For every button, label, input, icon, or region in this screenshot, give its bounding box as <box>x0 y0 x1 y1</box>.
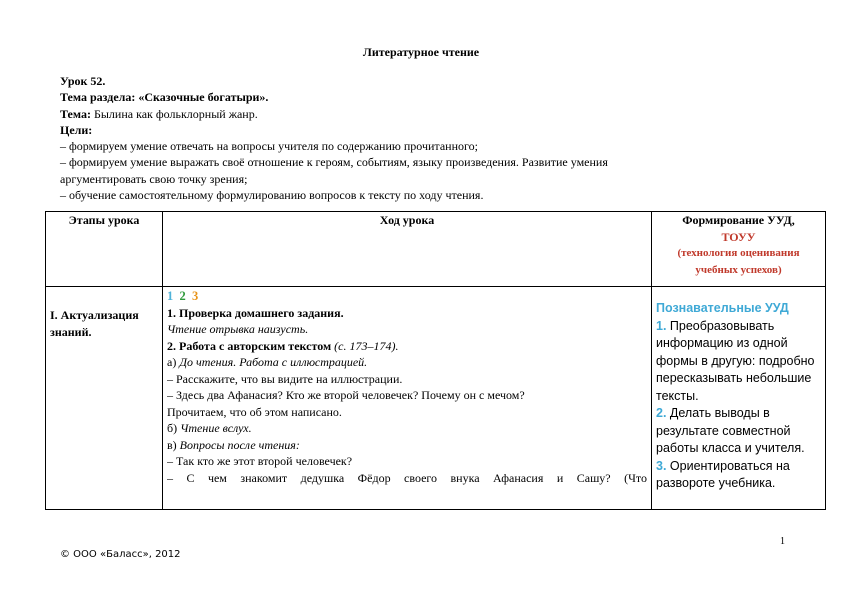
evaluation-numbers <box>167 288 647 305</box>
uud-item-text: Делать выводы в результате совместной работы класса и учителя. <box>656 406 805 455</box>
copyright-footer: © ООО «Баласс», 2012 <box>60 549 181 560</box>
uud-item-text: Преобразовывать информацию из одной формы в другую: подробно пересказывать небольшие тексты. <box>656 318 815 403</box>
number-2: 2 <box>179 289 186 303</box>
topic-value: Былина как фольклорный жанр. <box>93 106 258 121</box>
header-uud <box>652 212 826 287</box>
course-line: Прочитаем, что об этом написано. <box>167 404 342 419</box>
section-line <box>60 89 760 105</box>
goal-item: – формируем умение отвечать на вопросы учителя по содержанию прочитанного; <box>60 139 478 154</box>
uud-item-text: Ориентироваться на развороте учебника. <box>656 458 790 490</box>
lesson-header <box>60 73 760 203</box>
uud-item <box>656 405 821 458</box>
uud-cell <box>652 287 826 510</box>
course-line: 1. Проверка домашнего задания. <box>167 305 344 320</box>
header-stages: Этапы урока <box>46 212 163 287</box>
course-line: – Так кто же этот второй человечек? <box>167 454 353 468</box>
goal-item: аргументировать свою точку зрения; <box>60 171 248 186</box>
header-uud-title: Формирование УУД, <box>682 213 795 227</box>
page-title: Литературное чтение <box>362 45 480 59</box>
course-line-plain: в) <box>167 437 177 452</box>
header-uud-tou: ТОУУ <box>721 229 756 244</box>
course-line: – Расскажите, что вы видите на иллюстрации. <box>167 371 403 386</box>
course-line-bold: 2. Работа с авторским текстом <box>167 338 332 353</box>
course-line-italic: Вопросы после чтения: <box>179 437 300 452</box>
uud-item-number: 2. <box>656 406 667 420</box>
goal-item: – обучение самостоятельному формулированию вопросов к тексту по ходу чтения. <box>60 188 484 203</box>
course-line: Чтение отрывка наизусть. <box>167 322 309 336</box>
section-value: «Сказочные богатыри». <box>138 90 269 105</box>
table-row <box>46 287 826 510</box>
uud-item-number: 1. <box>656 318 667 333</box>
number-3: 3 <box>192 289 199 303</box>
course-line-italic: Чтение вслух. <box>180 421 252 435</box>
course-line <box>167 420 647 437</box>
course-line: – С чем знакомит дедушка Фёдор своего внука Афанасия и Сашу? (Что <box>167 470 647 485</box>
lesson-table <box>45 211 826 510</box>
page-number: 1 <box>780 536 785 547</box>
course-line-plain: а) <box>167 355 177 369</box>
uud-heading: Познавательные УУД <box>656 301 789 315</box>
uud-item <box>656 458 821 493</box>
topic-line <box>60 106 760 122</box>
stage-cell: I. Актуализация знаний. <box>46 287 163 510</box>
uud-item <box>656 318 821 406</box>
course-line-plain: б) <box>167 421 178 435</box>
table-header-row <box>46 212 826 287</box>
course-line <box>167 338 647 355</box>
course-line-italic: До чтения. Работа с иллюстрацией. <box>179 355 368 369</box>
course-line <box>167 354 647 371</box>
course-line <box>167 437 647 454</box>
header-course: Ход урока <box>163 212 652 287</box>
lesson-number: Урок 52. <box>60 74 106 88</box>
uud-item-number: 3. <box>656 458 667 473</box>
section-label: Тема раздела: <box>60 90 136 105</box>
goal-item: – формируем умение выражать своё отношение к героям, событиям, языку произведения. Развитие умения <box>60 155 608 170</box>
course-cell <box>163 287 652 510</box>
header-uud-tech: (технология оценивания учебных успехов) <box>677 247 800 276</box>
number-1: 1 <box>167 289 174 303</box>
course-line: – Здесь два Афанасия? Кто же второй человечек? Почему он с мечом? <box>167 388 525 402</box>
goals-label: Цели: <box>60 122 93 137</box>
course-line-italic: (с. 173–174). <box>334 338 399 353</box>
topic-label: Тема: <box>60 106 91 121</box>
